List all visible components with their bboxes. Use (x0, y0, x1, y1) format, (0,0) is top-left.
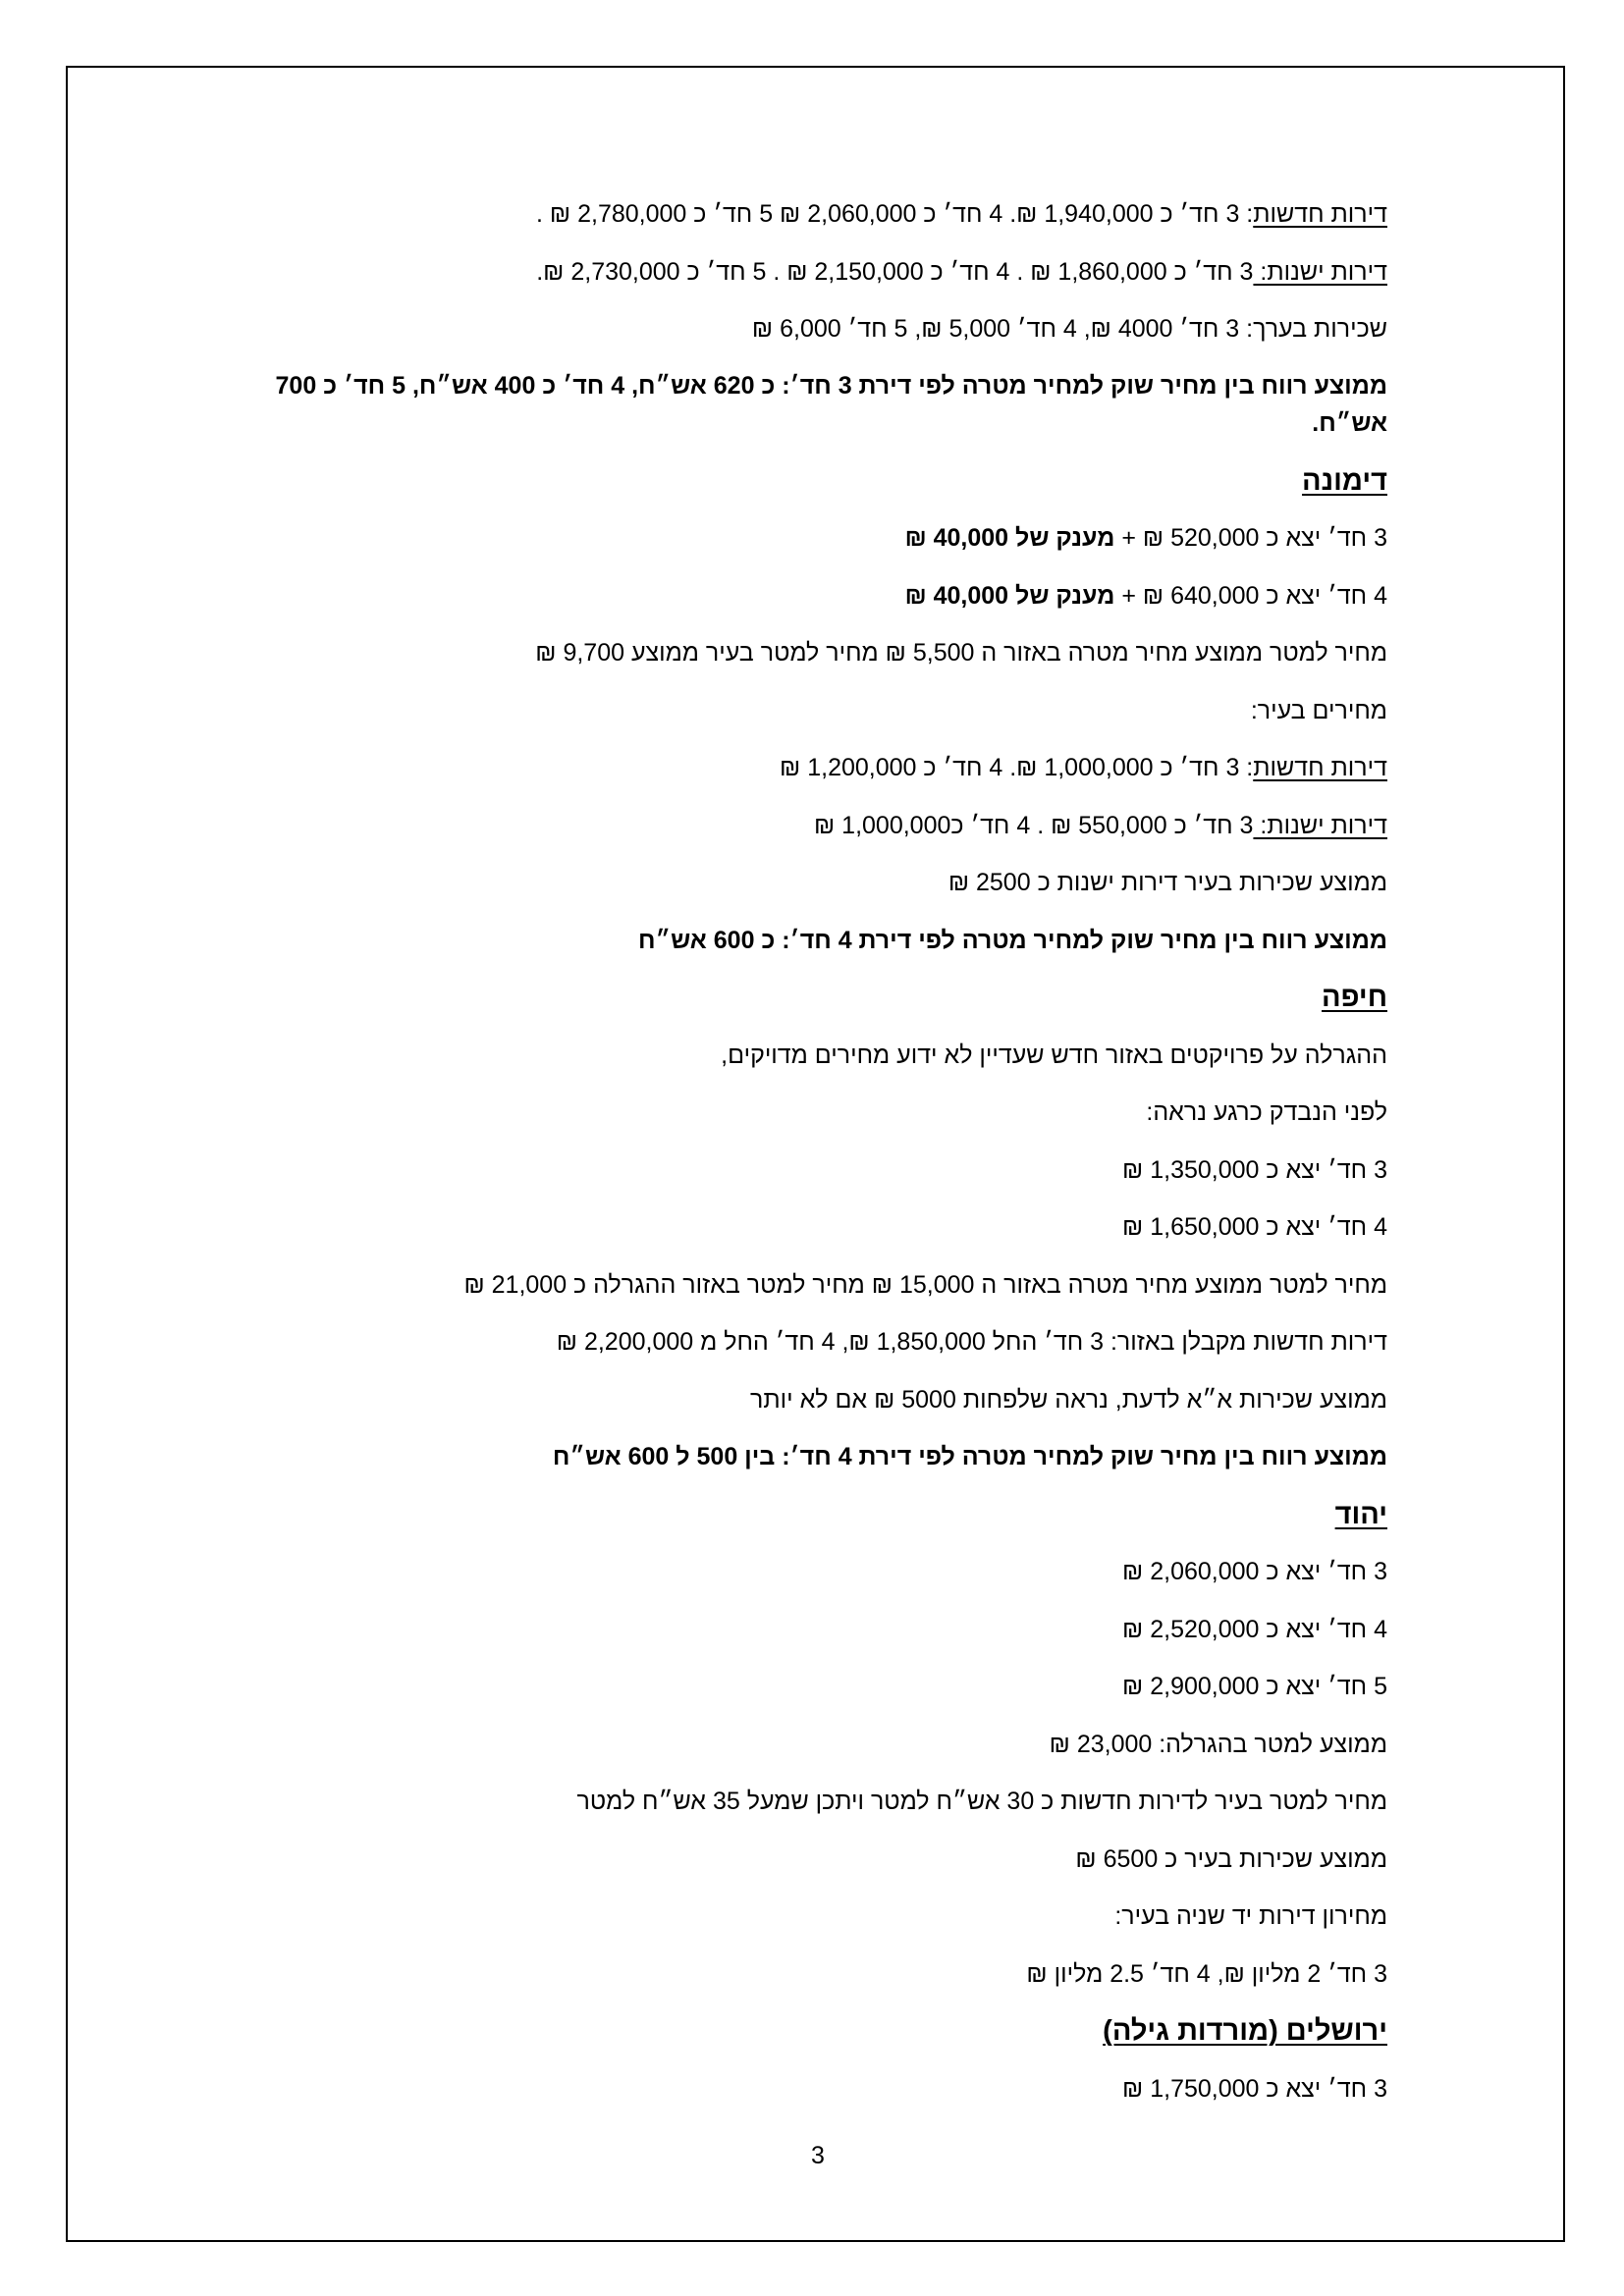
text-line (275, 797, 1387, 855)
text-segment: ממוצע שכירות בעיר כ 6500 ₪ (1075, 1844, 1387, 1873)
document-body (275, 186, 1387, 2117)
text-line (275, 300, 1387, 358)
text-segment: : 3 חד׳ כ 1,940,000 ₪. 4 חד׳ כ 2,060,000 ₪ 5 חד׳ כ 2,780,000 ₪ . (536, 200, 1254, 228)
underlined-label: דירות חדשות (1253, 754, 1387, 781)
text-segment: : 3 חד׳ כ 1,000,000 ₪. 4 חד׳ כ 1,200,000 ₪ (780, 754, 1254, 781)
text-line (275, 1773, 1387, 1831)
bold-text: ממוצע רווח בין מחיר שוק למחיר מטרה לפי דירת 4 חד׳: כ 600 אש״ח (638, 926, 1387, 954)
section-heading (275, 453, 1387, 510)
underlined-label: דימונה (1302, 464, 1387, 497)
text-segment: 4 חד׳ יצא כ 1,650,000 ₪ (1122, 1213, 1387, 1241)
text-line (275, 1142, 1387, 1200)
text-line (275, 243, 1387, 301)
section-heading (275, 1486, 1387, 1544)
bold-text: ממוצע רווח בין מחיר שוק למחיר מטרה לפי דירת 4 חד׳: בין 500 ל 600 אש״ח (552, 1443, 1387, 1470)
text-line (275, 1601, 1387, 1659)
text-segment: 3 חד׳ 2 מליון ₪, 4 חד׳ 2.5 מליון ₪ (1026, 1959, 1387, 1988)
text-segment: ממוצע למטר בהגרלה: 23,000 ₪ (1049, 1730, 1387, 1758)
text-segment: מחיר למטר בעיר לדירות חדשות כ 30 אש״ח למטר ויתכן שמעל 35 אש״ח למטר (576, 1788, 1387, 1815)
underlined-label: דירות חדשות (1253, 200, 1387, 228)
text-line (275, 1199, 1387, 1256)
text-line (275, 624, 1387, 682)
section-heading (275, 969, 1387, 1027)
text-segment: 3 חד׳ יצא כ 520,000 ₪ + (1114, 524, 1387, 552)
text-line (275, 567, 1387, 625)
text-segment: 3 חד׳ יצא כ 2,060,000 ₪ (1122, 1558, 1387, 1585)
text-segment: ממוצע שכירות בעיר דירות ישנות כ 2500 ₪ (947, 869, 1387, 896)
text-segment: 5 חד׳ יצא כ 2,900,000 ₪ (1122, 1673, 1387, 1700)
text-line (275, 912, 1387, 970)
text-line (275, 1946, 1387, 2003)
text-segment: 3 חד׳ יצא כ 1,350,000 ₪ (1122, 1155, 1387, 1184)
underlined-label: חיפה (1322, 982, 1387, 1013)
text-segment: ממוצע שכירות א״א לדעת, נראה שלפחות 5000 ₪ אם לא יותר (750, 1385, 1387, 1414)
text-segment: לפני הנבדק כרגע נראה: (1146, 1098, 1387, 1126)
text-line (275, 739, 1387, 797)
underlined-label: דירות ישנות: (1253, 811, 1387, 839)
text-segment: שכירות בערך: 3 חד׳ 4000 ₪, 4 חד׳ 5,000 ₪, 5 חד׳ 6,000 ₪ (751, 315, 1387, 343)
text-segment: ההגרלה על פרויקטים באזור חדש שעדיין לא ידוע מחירים מדויקים, (721, 1041, 1387, 1069)
text-line (275, 1543, 1387, 1601)
text-line (275, 509, 1387, 567)
text-line (275, 1313, 1387, 1371)
text-line (275, 1831, 1387, 1889)
page-number: 3 (811, 2142, 825, 2169)
text-segment: מחיר למטר ממוצע מחיר מטרה באזור ה 15,000 ₪ מחיר למטר באזור ההגרלה כ 21,000 ₪ (463, 1270, 1387, 1299)
text-line (275, 854, 1387, 912)
text-line (275, 1658, 1387, 1716)
underlined-label: ירושלים (מורדות גילה) (1103, 2015, 1387, 2047)
text-line (275, 682, 1387, 740)
text-line (275, 1256, 1387, 1314)
text-segment: 3 חד׳ כ 1,860,000 ₪ . 4 חד׳ כ 2,150,000 ₪ . 5 חד׳ כ 2,730,000 ₪. (536, 257, 1254, 286)
underlined-label: יהוד (1334, 1498, 1387, 1530)
text-line (275, 2060, 1387, 2118)
text-line (275, 1084, 1387, 1142)
text-segment: 4 חד׳ יצא כ 640,000 ₪ + (1114, 581, 1387, 610)
text-line (275, 1716, 1387, 1774)
text-line (275, 1428, 1387, 1486)
text-segment: מחירון דירות יד שניה בעיר: (1114, 1902, 1387, 1930)
bold-text: מענק של 40,000 ₪ (904, 581, 1115, 610)
section-heading (275, 2002, 1387, 2060)
text-segment: 4 חד׳ יצא כ 2,520,000 ₪ (1122, 1615, 1387, 1643)
text-segment: 3 חד׳ יצא כ 1,750,000 ₪ (1122, 2074, 1387, 2103)
text-segment: מחירים בעיר: (1250, 696, 1387, 724)
text-line (275, 358, 1387, 453)
text-line (275, 1888, 1387, 1946)
text-segment: מחיר למטר ממוצע מחיר מטרה באזור ה 5,500 ₪ מחיר למטר בעיר ממוצע 9,700 ₪ (535, 639, 1387, 667)
bold-text: ממוצע רווח בין מחיר שוק למחיר מטרה לפי דירת 3 חד׳: כ 620 אש״ח, 4 חד׳ כ 400 אש״ח, 5 חד׳ כ 700 אש״ח. (275, 372, 1387, 437)
text-segment: דירות חדשות מקבלן באזור: 3 חד׳ החל 1,850,000 ₪, 4 חד׳ החל מ 2,200,000 ₪ (556, 1328, 1387, 1356)
text-line (275, 1027, 1387, 1085)
text-line (275, 186, 1387, 243)
text-segment: 3 חד׳ כ 550,000 ₪ . 4 חד׳ כ1,000,000 ₪ (813, 811, 1254, 839)
text-line (275, 1371, 1387, 1429)
bold-text: מענק של 40,000 ₪ (904, 524, 1115, 552)
underlined-label: דירות ישנות: (1253, 257, 1387, 286)
